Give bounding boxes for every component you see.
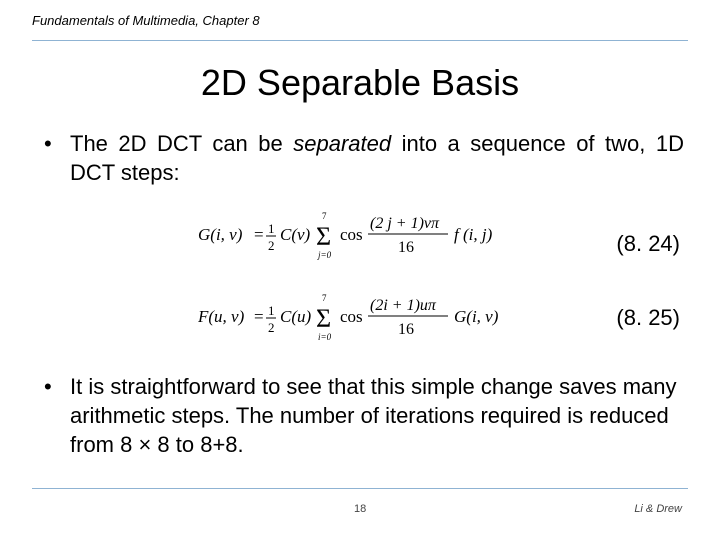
equation-8-24 <box>198 210 518 262</box>
equation-number-8-25: (8. 25) <box>616 305 680 330</box>
bullet-separable <box>44 129 684 187</box>
eq1-rhs: f (i, j) <box>454 225 493 244</box>
eq1-sum-bottom: j=0 <box>318 250 332 260</box>
bullet-text <box>44 129 684 187</box>
eq2-sum-top: 7 <box>322 293 327 303</box>
eq2-coef: C(u) <box>280 307 312 326</box>
eq2-frac-num: (2i + 1)uπ <box>370 297 436 314</box>
eq2-half-num: 1 <box>268 303 275 318</box>
bullet-emphasis: separated <box>293 131 392 156</box>
eq2-lhs: F(u, v) <box>198 307 245 326</box>
eq2-cos: cos <box>340 307 363 326</box>
header-divider <box>32 40 688 41</box>
bullet-text-pre: The 2D DCT can be <box>70 131 294 156</box>
bullet-text-post: into a sequence of two, 1D DCT steps: <box>70 131 684 185</box>
eq1-lhs: G(i, v) <box>198 225 243 244</box>
eq2-equals: = <box>254 307 264 326</box>
eq2-sum-sign: Σ <box>316 304 332 333</box>
footer-divider <box>32 488 688 489</box>
eq1-half-num: 1 <box>268 221 275 236</box>
eq1-sum-top: 7 <box>322 211 327 221</box>
eq2-rhs: G(i, v) <box>454 307 499 326</box>
footer-authors: Li & Drew <box>634 503 682 515</box>
bullet-dot: • <box>44 374 52 399</box>
eq1-sum-sign: Σ <box>316 222 332 251</box>
bullet-text: It is straightforward to see that this simple change saves many arithmetic steps. The number of iterations required is reduced from 8 × 8 to 8+8. <box>70 374 677 457</box>
eq2-frac-den: 16 <box>398 321 414 338</box>
slide-title: 2D Separable Basis <box>200 62 520 103</box>
chapter-header: Fundamentals of Multimedia, Chapter 8 <box>32 13 260 28</box>
eq2-half-den: 2 <box>268 320 275 335</box>
equation-number-8-24: (8. 24) <box>616 231 680 256</box>
eq1-coef: C(v) <box>280 225 311 244</box>
eq1-frac-num: (2 j + 1)vπ <box>370 215 440 232</box>
eq1-half-den: 2 <box>268 238 275 253</box>
eq1-frac-den: 16 <box>398 239 414 256</box>
bullet-savings <box>44 372 684 459</box>
eq1-cos: cos <box>340 225 363 244</box>
page-number: 18 <box>354 503 367 515</box>
eq2-sum-bottom: i=0 <box>318 332 332 342</box>
bullet-dot: • <box>44 131 52 156</box>
equation-8-25 <box>198 292 518 344</box>
eq1-equals: = <box>254 225 264 244</box>
